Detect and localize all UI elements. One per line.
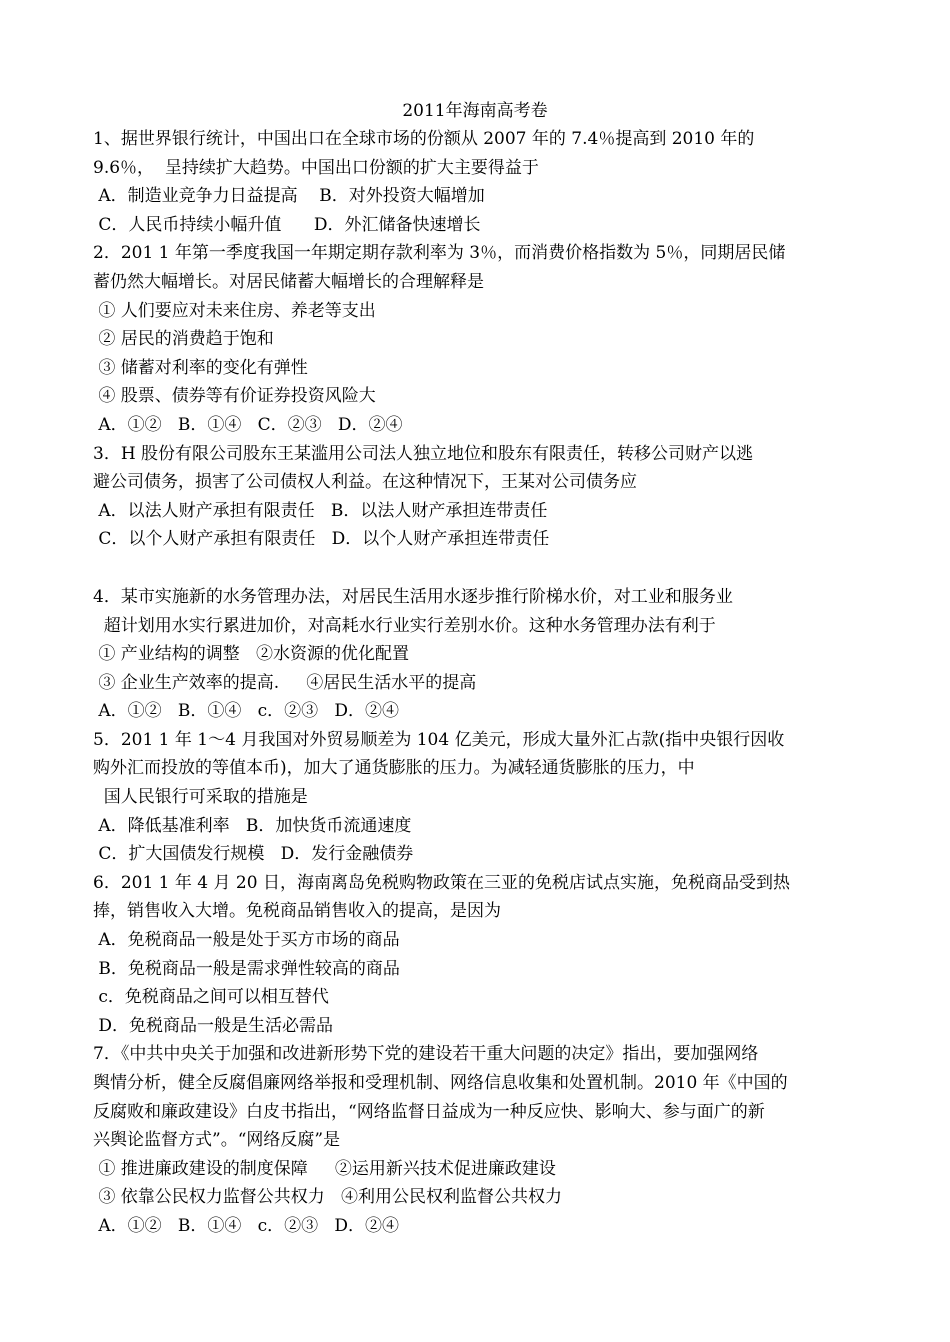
text-line: ③ 储蓄对利率的变化有弹性 [93, 357, 308, 378]
text-line: B．免税商品一般是需求弹性较高的商品 [93, 958, 400, 979]
text-line: D．免税商品一般是生活必需品 [93, 1015, 334, 1036]
text-line: 国人民银行可采取的措施是 [93, 787, 308, 808]
text-line: 9.6％， 呈持续扩大趋势。中国出口份额的扩大主要得益于 [93, 157, 539, 178]
text-line: C．人民币持续小幅升值 D．外汇储备快速增长 [93, 214, 481, 235]
text-line: ③ 依靠公民权力监督公共权力 ④利用公民权利监督公共权力 [93, 1187, 563, 1208]
text-line: 2．201 1 年第一季度我国一年期定期存款利率为 3％，而消费价格指数为 5％，同期居民储 [93, 243, 786, 264]
text-line: A．制造业竞争力日益提高 B．对外投资大幅增加 [93, 186, 485, 207]
text-line: A．①② B．①④ c．②③ D．②④ [93, 1215, 399, 1236]
text-line: A．降低基准利率 B．加快货币流通速度 [93, 815, 412, 836]
text-body [93, 125, 863, 1241]
text-line: A．①② B．①④ c．②③ D．②④ [93, 701, 399, 722]
text-line: 反腐败和廉政建设》白皮书指出，“网络监督日益成为一种反应快、影响大、参与面广的新 [93, 1101, 765, 1122]
text-line: 避公司债务，损害了公司债权人利益。在这种情况下，王某对公司债务应 [93, 472, 637, 493]
text-line: 兴舆论监督方式”。“网络反腐”是 [93, 1130, 341, 1151]
text-line: c．免税商品之间可以相互替代 [93, 987, 329, 1008]
text-line: ① 推进廉政建设的制度保障 ②运用新兴技术促进廉政建设 [93, 1158, 556, 1179]
text-line: 超计划用水实行累进加价，对高耗水行业实行差别水价。这种水务管理办法有利于 [93, 615, 716, 636]
text-line: 1、据世界银行统计，中国出口在全球市场的份额从 2007 年的 7.4％提高到 2010 年的 [93, 129, 755, 149]
text-line: ③ 企业生产效率的提高. ④居民生活水平的提高 [93, 672, 477, 693]
text-line: 捧，销售收入大增。免税商品销售收入的提高，是因为 [93, 901, 501, 922]
text-line: 蓄仍然大幅增长。对居民储蓄大幅增长的合理解释是 [93, 271, 484, 292]
text-line: 7．《中共中央关于加强和改进新形势下党的建设若干重大问题的决定》指出，要加强网络 [93, 1044, 759, 1065]
text-line: C．以个人财产承担有限责任 D．以个人财产承担连带责任 [93, 529, 550, 550]
text-line: A．以法人财产承担有限责任 B．以法人财产承担连带责任 [93, 500, 548, 521]
text-line: 5．201 1 年 1～4 月我国对外贸易顺差为 104 亿美元，形成大量外汇占款(指中央银行因收 [93, 729, 785, 750]
text-line: 3．H 股份有限公司股东王某滥用公司法人独立地位和股东有限责任，转移公司财产以逃 [93, 443, 754, 464]
text-line: ① 产业结构的调整 ②水资源的优化配置 [93, 644, 410, 665]
text-line: 6．201 1 年 4 月 20 日，海南离岛免税购物政策在三亚的免税店试点实施，免税商品受到热 [93, 872, 790, 893]
page-title: 2011年海南高考卷 [402, 101, 548, 121]
text-line: A．①② B．①④ C．②③ D．②④ [93, 414, 403, 435]
text-line: 购外汇而投放的等值本币)，加大了通货膨胀的压力。为减轻通货膨胀的压力，中 [93, 758, 695, 779]
blank-line [93, 554, 863, 583]
text-line: ② 居民的消费趋于饱和 [93, 329, 274, 350]
text-line: C．扩大国债发行规模 D．发行金融债券 [93, 844, 414, 865]
text-line: 4．某市实施新的水务管理办法，对居民生活用水逐步推行阶梯水价，对工业和服务业 [93, 586, 733, 607]
text-line: ④ 股票、债券等有价证券投资风险大 [93, 386, 376, 407]
text-line: ① 人们要应对未来住房、养老等支出 [93, 300, 376, 321]
text-line: A．免税商品一般是处于买方市场的商品 [93, 930, 400, 951]
text-line: 舆情分析，健全反腐倡廉网络举报和受理机制、网络信息收集和处置机制。2010 年《中国的 [93, 1073, 788, 1093]
